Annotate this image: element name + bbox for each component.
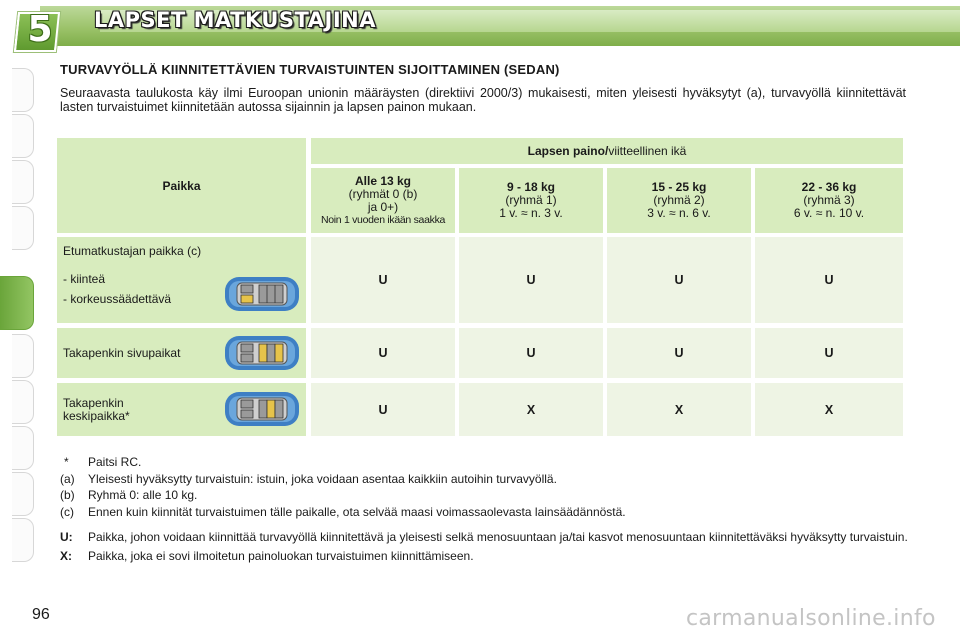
column-age: 6 v. ≈ n. 10 v. [793, 206, 865, 220]
weight-header-rest: viitteellinen ikä [608, 144, 687, 158]
footnote-text: Yleisesti hyväksytty turvaistuin: istuin, joka voidaan asentaa kaikkiin autoihin turvavyöllä. [88, 471, 557, 486]
footnote-key: (b) [60, 488, 75, 502]
column-header [459, 168, 603, 233]
cell-value: U [459, 328, 603, 378]
place-header [57, 138, 306, 233]
table-row-front-passenger [57, 237, 306, 323]
cell-value: X [755, 383, 903, 436]
legend-key: U: [60, 530, 73, 544]
cell-value: U [607, 237, 751, 323]
cell-value: U [459, 237, 603, 323]
chapter-tab[interactable] [12, 334, 34, 378]
column-weight: 22 - 36 kg [801, 180, 857, 194]
column-weight: 9 - 18 kg [506, 180, 556, 194]
column-header [755, 168, 903, 233]
place-header-label: Paikka [162, 178, 201, 193]
legend-item [60, 550, 910, 564]
column-group: (ryhmä 1) [505, 193, 557, 207]
legend [60, 531, 910, 568]
footnote [60, 454, 910, 471]
chapter-tab[interactable] [12, 380, 34, 424]
chapter-tab-active[interactable] [0, 276, 34, 330]
cell-value: U [755, 237, 903, 323]
watermark: carmanualsonline.info [686, 606, 936, 631]
chapter-tab[interactable] [12, 160, 34, 204]
row-place-label: Takapenkin [63, 396, 124, 410]
footnote-key: * [64, 455, 69, 469]
cell-value: U [311, 237, 455, 323]
cell-value: X [459, 383, 603, 436]
cell-value: X [607, 383, 751, 436]
chapter-tab[interactable] [12, 472, 34, 516]
chapter-tab[interactable] [12, 518, 34, 562]
chapter-title: LAPSET MATKUSTAJINA [94, 8, 376, 32]
row-place-label: Takapenkin sivupaikat [63, 346, 181, 360]
row-place-label: Etumatkustajan paikka (c) [63, 244, 202, 258]
footnotes [60, 454, 910, 520]
car-rear-side-seats-icon [223, 332, 301, 374]
section-title: TURVAVYÖLLÄ KIINNITETTÄVIEN TURVAISTUINTEN SIJOITTAMINEN (SEDAN) [60, 62, 560, 77]
weight-header-bold: Lapsen paino/ [527, 144, 609, 158]
column-group: ja 0+) [367, 199, 399, 214]
cell-value: U [311, 383, 455, 436]
chapter-tab[interactable] [12, 68, 34, 112]
chapter-tab[interactable] [12, 114, 34, 158]
chapter-tab[interactable] [12, 206, 34, 250]
column-age: 3 v. ≈ n. 6 v. [647, 206, 711, 220]
column-weight: Alle 13 kg [354, 173, 412, 188]
footnote [60, 471, 910, 488]
chapter-tab-strip [0, 68, 36, 578]
weight-header [311, 138, 903, 164]
car-front-seat-icon [223, 273, 301, 315]
row-sub-label: - korkeussäädettävä [63, 292, 172, 306]
legend-item [60, 531, 910, 545]
intro-paragraph: Seuraavasta taulukosta käy ilmi Euroopan unionin määräysten (direktiivi 2000/3) mukaisesti, miten yleisesti hyväksytyt (a), turvavyöllä kiinnitettävät lasten turvaistuimet kiinnitetään autossa sijainnin ja lapsen painon mukaan. [60, 86, 906, 114]
legend-text: Paikka, joka ei sovi ilmoitetun painoluokan turvaistuimen kiinnittämiseen. [88, 548, 474, 563]
column-group: (ryhmät 0 (b) [348, 186, 418, 201]
car-rear-centre-seat-icon [223, 388, 301, 430]
chapter-header [0, 0, 960, 52]
legend-text: Paikka, johon voidaan kiinnittää turvavyöllä kiinnitettävä ja yleisesti selkä menosuuntaan ja/tai kasvot menosuuntaan kiinnitettäväksi hyväksytty turvaistuin. [88, 530, 908, 544]
column-header [607, 168, 751, 233]
column-weight: 15 - 25 kg [651, 180, 707, 194]
row-sub-label: - kiinteä [63, 272, 106, 286]
column-header [311, 168, 455, 233]
cell-value: U [607, 328, 751, 378]
row-place-label: keskipaikka* [63, 409, 130, 423]
footnote-text: Ennen kuin kiinnität turvaistuimen tälle paikalle, ota selvää maasi voimassaolevasta lainsäädännöstä. [88, 504, 626, 519]
column-group: (ryhmä 3) [803, 193, 855, 207]
page-number: 96 [32, 606, 50, 623]
footnote-key: (a) [60, 471, 75, 486]
footnote [60, 487, 910, 504]
chapter-tab[interactable] [12, 426, 34, 470]
footnote [60, 504, 910, 521]
cell-value: U [755, 328, 903, 378]
column-age: Noin 1 vuoden ikään saakka [320, 213, 446, 226]
chapter-number: 5 [27, 9, 53, 50]
column-age: 1 v. ≈ n. 3 v. [499, 206, 563, 220]
table-row-rear-side [57, 328, 306, 378]
legend-key: X: [60, 548, 72, 563]
table-row-rear-centre [57, 383, 306, 436]
cell-value: U [311, 328, 455, 378]
footnote-text: Paitsi RC. [88, 455, 142, 469]
column-group: (ryhmä 2) [653, 193, 705, 207]
footnote-text: Ryhmä 0: alle 10 kg. [88, 488, 198, 502]
footnote-key: (c) [60, 504, 74, 519]
